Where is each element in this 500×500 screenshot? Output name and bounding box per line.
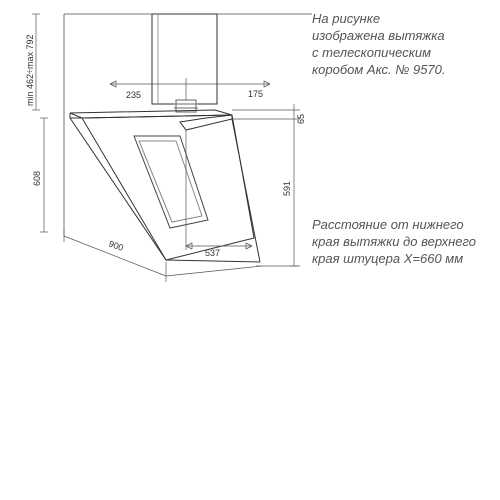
note-bottom-line-2: края вытяжки до верхнего xyxy=(312,234,476,249)
dim-right-offset: 175 xyxy=(248,89,264,99)
dim-height-range: min 462÷max 792 xyxy=(25,34,35,106)
note-top-line-3: с телескопическим xyxy=(312,45,431,60)
note-nozzle-distance xyxy=(312,216,476,267)
dim-width: 900 xyxy=(107,238,125,254)
note-top-line-2: изображена вытяжка xyxy=(312,28,445,43)
dim-glass-height: 591 xyxy=(282,180,292,196)
note-bottom-line-3: края штуцера Х=660 мм xyxy=(312,251,464,266)
note-telescopic-box xyxy=(312,10,446,78)
dim-left-offset: 235 xyxy=(126,90,142,100)
note-top-line-1: На рисунке xyxy=(312,11,381,26)
dim-body-height: 608 xyxy=(32,170,42,186)
telescopic-duct xyxy=(152,14,217,104)
dim-top-gap: 65 xyxy=(296,113,306,124)
note-top-line-4: коробом Акс. № 9570. xyxy=(312,62,446,77)
top-rim xyxy=(180,115,232,130)
dim-depth: 537 xyxy=(205,248,221,258)
glass-inner-frame xyxy=(134,136,208,228)
glass-panel xyxy=(82,115,254,260)
glass-edge-left xyxy=(70,118,166,260)
note-bottom-line-1: Расстояние от нижнего xyxy=(312,217,464,232)
